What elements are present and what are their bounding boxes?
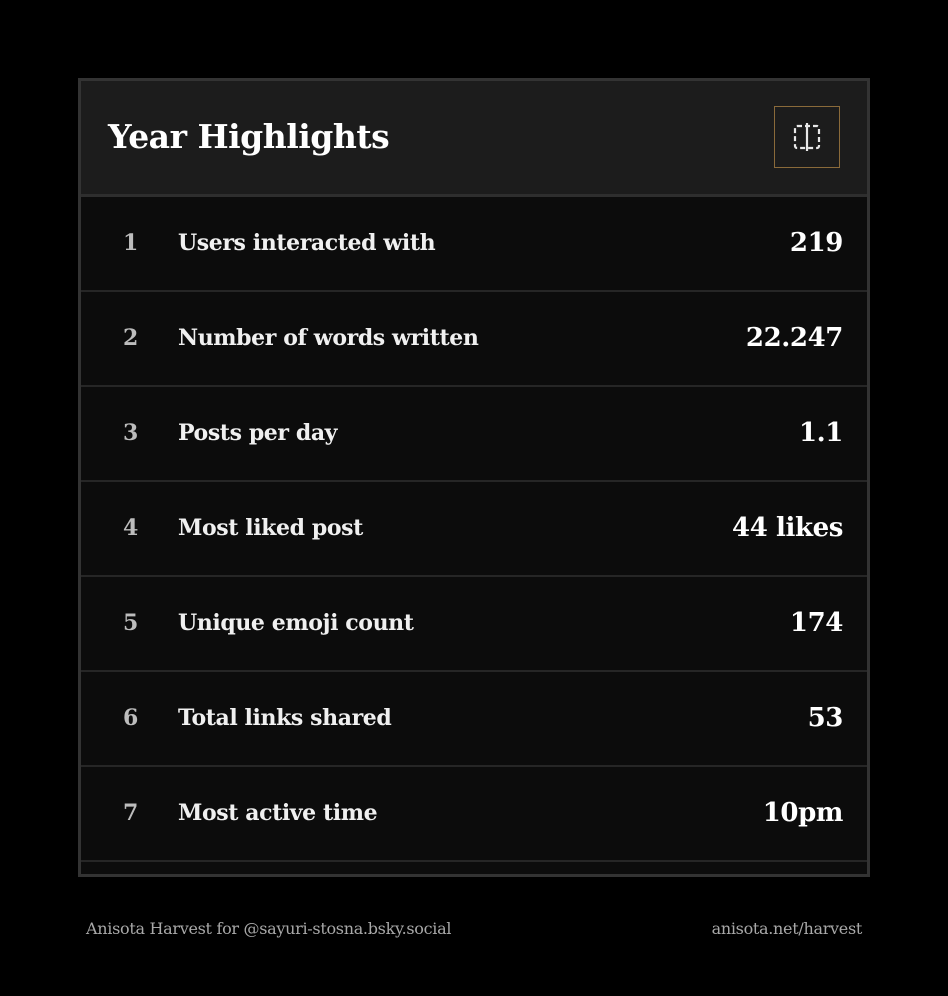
- card-title: Year Highlights: [108, 117, 390, 156]
- list-item: [81, 482, 867, 577]
- row-label: Total links shared: [178, 705, 392, 731]
- footer-credit: Anisota Harvest for @sayuri-stosna.bsky.social: [86, 919, 452, 938]
- list-item: [81, 197, 867, 292]
- row-value: 174: [789, 608, 843, 638]
- row-number: 6: [123, 705, 139, 731]
- row-value: 22.247: [745, 323, 843, 353]
- row-number: 1: [123, 230, 139, 256]
- row-label: Unique emoji count: [178, 610, 414, 636]
- row-number: 2: [123, 325, 139, 351]
- list-item: [81, 292, 867, 387]
- row-label: Most active time: [178, 800, 378, 826]
- row-number: 7: [123, 800, 139, 826]
- row-label: Number of words written: [178, 325, 479, 351]
- row-number: 4: [123, 515, 139, 541]
- list-item: [81, 387, 867, 482]
- row-value: 10pm: [762, 798, 843, 828]
- card-header: [81, 81, 867, 197]
- row-number: 3: [123, 420, 139, 446]
- row-number: 5: [123, 610, 139, 636]
- split-view-toggle-button[interactable]: [774, 106, 840, 168]
- year-highlights-card: [78, 78, 870, 877]
- row-label: Users interacted with: [178, 230, 436, 256]
- list-item: [81, 672, 867, 767]
- row-value: 53: [807, 703, 843, 733]
- row-value: 44 likes: [732, 513, 843, 543]
- row-label: Most liked post: [178, 515, 363, 541]
- row-value: 219: [789, 228, 843, 258]
- highlights-list: [81, 197, 867, 862]
- list-item: [81, 767, 867, 862]
- split-view-icon: [792, 122, 822, 152]
- row-label: Posts per day: [178, 420, 338, 446]
- list-item: [81, 577, 867, 672]
- row-value: 1.1: [798, 418, 843, 448]
- harvest-link[interactable]: anisota.net/harvest: [711, 919, 862, 938]
